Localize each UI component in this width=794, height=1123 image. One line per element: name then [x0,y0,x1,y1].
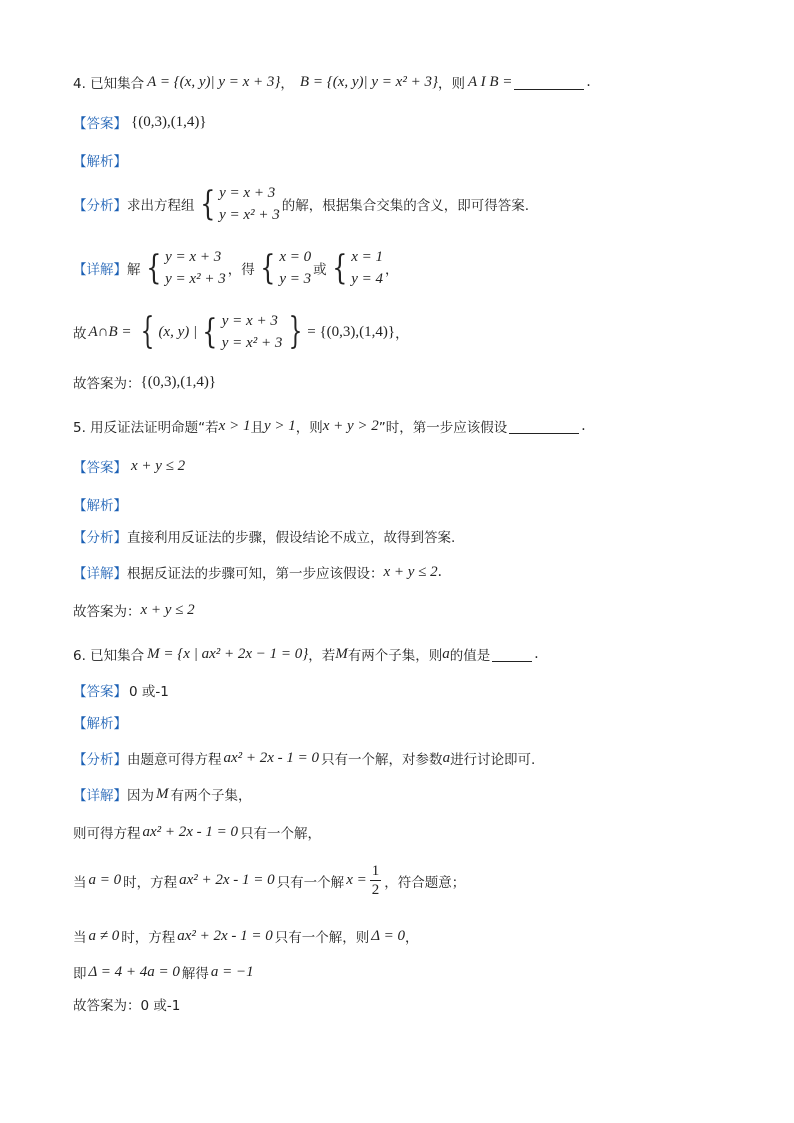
q6-delta0: Δ = 0 [371,927,405,944]
q4-period: . [586,74,591,90]
q5-fenxi-line [73,526,455,546]
q5-tail: ”时，第一步应该假设 [378,420,508,436]
q5-answer-blank [509,419,579,434]
q4-solution-2 [329,246,383,290]
q6-l1-eq: ax² + 2x - 1 = 0 [142,823,239,840]
q4-gu-system [199,310,282,354]
q5-xiangjie-tag: 【详解】 [73,566,127,582]
q5-jiexi-line [73,494,127,514]
q6-fenxi-post: 进行讨论即可. [450,752,536,768]
q6-l4-mid: 解得 [181,966,209,982]
q4-result: = {(0,3),(1,4)} [307,323,396,340]
q6-mid: ，若 [308,648,336,664]
q4-xiangjie-tag: 【详解】 [73,262,127,278]
q6-answer-line [73,680,169,700]
q5-fenxi-tag: 【分析】 [73,530,127,546]
left-brace: { [259,248,276,288]
q4-fenxi-line [73,182,529,226]
q6-xeq: x = [346,872,367,888]
q4-xiangjie-system [143,246,226,290]
q6-delta-eq: Δ = 4 + 4a = 0 [88,963,180,980]
q5-ze: ，则 [295,420,323,436]
q6-stem-text: 6. 已知集合 [73,648,145,664]
q4-jiexi-tag: 【解析】 [73,154,127,170]
q6-l2-mid: 时，方程 [123,874,178,891]
q6-l2-eq: ax² + 2x - 1 = 0 [179,872,275,888]
q4-xiangjie-jie: 解 [127,262,141,278]
q4-fenxi-system [197,182,280,226]
q4-eq2-b: y = x² + 3 [165,271,226,287]
q4-answer-line [73,112,207,132]
q6-m: M [335,645,348,662]
q5-period: . [581,418,586,434]
q4-final-line [73,372,216,392]
q5-answer: x + y ≤ 2 [131,457,186,474]
q5-final: x + y ≤ 2 [140,601,195,618]
q6-line3 [73,926,418,946]
q6-line1 [73,822,321,842]
q4-huo: 或 [313,262,327,278]
q4-gu: 故 [73,326,87,342]
q4-gu-line [73,310,409,354]
q6-l1-post: 只有一个解， [240,826,322,842]
q6-fenxi-mid: 只有一个解，对参数 [321,752,443,768]
q6-xiangjie-m: M [156,785,169,802]
q4-set-b: B = {(x, y)| y = x² + 3} [299,73,438,90]
q6-l1-pre: 则可得方程 [73,826,141,842]
q6-fenxi-a: a [442,749,451,766]
q4-eq2-c: y = x² + 3 [221,335,283,351]
q6-a-val: a = −1 [210,963,254,980]
q5-xiangjie-line [73,562,442,582]
q4-xiangjie-line [73,246,399,290]
q4-answer-blank [514,75,584,90]
q4-set-open: (x, y) | [158,323,198,340]
q5-jiexi-tag: 【解析】 [73,498,127,514]
q6-final-line [73,994,180,1014]
q4-sol2-b: y = 4 [351,271,384,287]
q4-final: {(0,3),(1,4)} [140,373,217,390]
q6-answer-blank [492,647,532,662]
q5-answer-line [73,456,185,476]
q4-set-a: A = {(x, y)| y = x + 3} [147,73,281,90]
q6-period: . [534,646,539,662]
q4-answer-tag: 【答案】 [73,116,127,132]
q6-set-m: M = {x | ax² + 2x − 1 = 0} [147,645,309,662]
q6-line4 [73,962,254,982]
q6-fenxi-line [73,748,535,768]
q5-answer-tag: 【答案】 [73,460,127,476]
q5-stem-text: 5. 用反证法证明命题“若 [73,420,219,436]
q6-final-pre: 故答案为： [73,998,141,1014]
q6-a0: a = 0 [88,872,122,888]
q5-period2: . [437,564,442,580]
q4-ask: A I B = [467,73,513,90]
q6-l3-post: ， [404,930,419,946]
q6-l3-mid: 时，方程 [121,930,176,946]
q6-fenxi-eq: ax² + 2x - 1 = 0 [223,749,320,766]
q4-stem-text: 4. 已知集合 [73,76,145,92]
q6-xiangjie-tag: 【详解】 [73,788,127,804]
q4-eq1-c: y = x + 3 [221,313,278,329]
q5-stem [73,416,586,436]
q4-sol1-b: y = 3 [279,271,312,287]
q4-answer: {(0,3),(1,4)} [131,113,207,130]
q4-comma: ， [280,76,294,92]
q4-fenxi-pre: 求出方程组 [127,198,195,214]
q5-final-line [73,600,195,620]
q6-jiexi-tag: 【解析】 [73,716,127,732]
q6-final: 0 或-1 [140,998,181,1014]
q6-l3-pre: 当 [73,930,87,946]
q6-l2-post: ，符合题意； [384,874,466,891]
q6-l3-eq: ax² + 2x - 1 = 0 [177,927,273,944]
left-brace: { [199,184,215,224]
q4-stem [73,72,591,92]
q5-fenxi: 直接利用反证法的步骤，假设结论不成立，故得到答案. [127,530,456,546]
q5-xiangjie-val: x + y ≤ 2 [383,563,438,580]
q4-solution-1 [257,246,311,290]
q6-frac-num: 1 [371,863,380,879]
q6-frac-den: 2 [371,882,380,898]
q6-fenxi-tag: 【分析】 [73,752,127,768]
q6-l4-pre: 即 [73,966,87,982]
q6-a: a [442,645,450,662]
q6-answer-tag: 【答案】 [73,684,127,700]
q4-eq2: y = x² + 3 [219,207,280,223]
q5-final-pre: 故答案为： [73,604,141,620]
q4-fenxi-post: 的解，根据集合交集的含义，即可得答案. [281,198,529,214]
q6-xiangjie-pre: 因为 [127,788,154,804]
left-brace: { [202,312,218,352]
q6-aneq0: a ≠ 0 [88,927,120,944]
q5-c2: y > 1 [263,417,296,434]
q5-c1: x > 1 [218,417,251,434]
q4-comma3: ， [395,326,409,342]
q5-c3: x + y > 2 [322,417,379,434]
q5-qie: 且 [250,420,264,436]
q4-jiexi-line [73,150,127,170]
q6-jiexi-line [73,712,127,732]
q6-xiangjie-line [73,784,252,804]
q4-final-pre: 故答案为： [73,376,141,392]
q4-then: ，则 [437,76,465,92]
q6-mid2: 有两个子集，则 [347,648,443,664]
q6-l2-mid2: 只有一个解 [276,874,345,891]
q4-sol1-a: x = 0 [279,249,312,265]
q6-l3-mid2: 只有一个解，则 [274,930,370,946]
q4-eq1: y = x + 3 [219,185,276,201]
q6-xiangjie-post: 有两个子集， [170,788,252,804]
left-brace: { [331,248,348,288]
big-left-brace: { [140,311,154,352]
q6-answer: 0 或-1 [129,684,169,700]
q6-mid3: 的值是 [449,648,491,664]
left-brace: { [145,248,161,288]
q4-comma2: ， [385,262,399,278]
q6-fenxi-pre: 由题意可得方程 [127,752,222,768]
q4-fenxi-tag: 【分析】 [73,198,127,214]
q5-xiangjie: 根据反证法的步骤可知，第一步应该假设： [127,566,384,582]
big-right-brace: } [288,311,303,352]
q6-fraction [370,862,382,899]
q4-sol2-a: x = 1 [351,249,384,265]
q6-l2-pre: 当 [73,874,87,891]
q4-inter: A∩B = [88,323,132,340]
q4-de: ，得 [227,262,255,278]
q6-line2 [73,862,465,899]
q6-stem [73,644,539,664]
q4-eq1-b: y = x + 3 [165,249,222,265]
